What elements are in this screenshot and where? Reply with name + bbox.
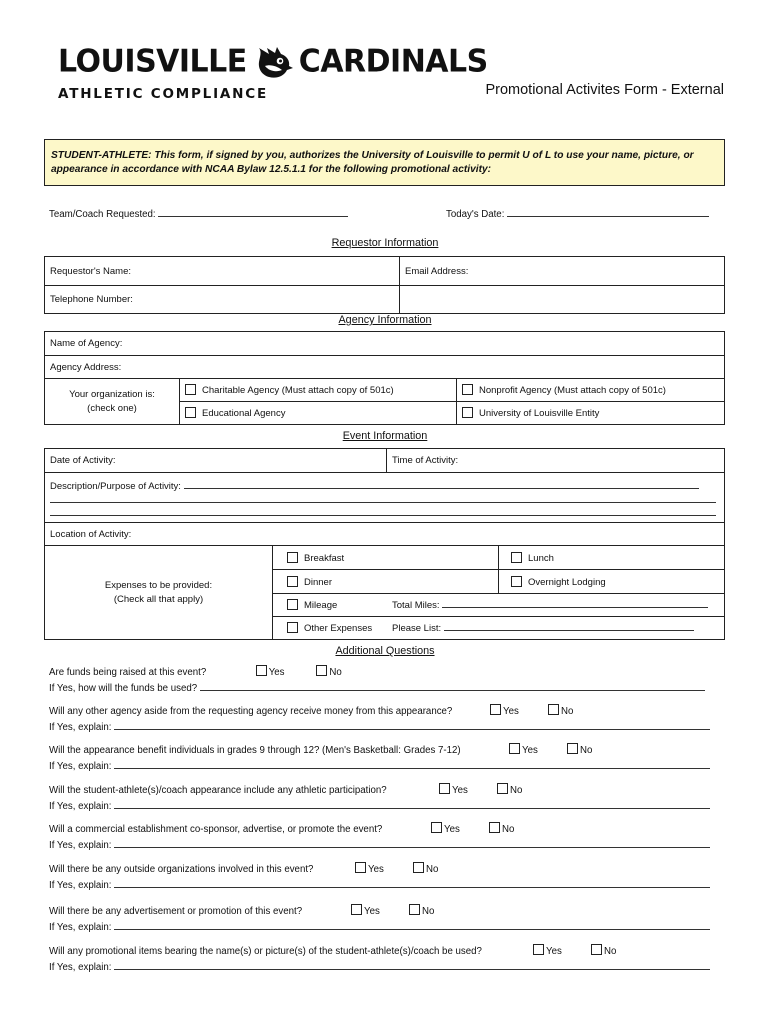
question-funds-raised-text: Are funds being raised at this event? (49, 667, 207, 678)
no-checkbox[interactable] (567, 743, 578, 754)
lunch-label: Lunch (528, 552, 554, 564)
agency-address-label: Agency Address: (50, 361, 122, 373)
yes-label: Yes (268, 667, 285, 678)
other-expenses-label: Other Expenses (304, 623, 373, 634)
email-label: Email Address: (405, 265, 469, 277)
team-coach-field[interactable] (49, 208, 348, 220)
question-row (49, 862, 438, 875)
logo-text-louisville: LOUISVILLE (58, 43, 247, 80)
explain-label: If Yes, explain: (49, 922, 112, 933)
expense-mileage[interactable] (273, 594, 725, 617)
agency-name-field[interactable] (45, 332, 725, 356)
team-coach-label: Team/Coach Requested: (49, 209, 156, 220)
no-checkbox[interactable] (489, 822, 500, 833)
yes-label: Yes (368, 864, 384, 875)
question-row (49, 783, 522, 796)
agency-section-title: Agency Information (338, 314, 432, 326)
explain-line[interactable] (114, 879, 710, 888)
option-uofl-entity[interactable] (457, 402, 725, 425)
option-educational-label: Educational Agency (202, 408, 286, 419)
funds-usage-label: If Yes, how will the funds be used? (49, 683, 198, 694)
event-table (44, 448, 725, 546)
logo-text-cardinals: CARDINALS (298, 43, 488, 80)
no-label: No (502, 824, 515, 835)
total-miles-line[interactable] (442, 599, 708, 608)
question-row (49, 743, 592, 756)
yes-label: Yes (452, 785, 468, 796)
description-line-1[interactable] (184, 480, 699, 489)
no-label: No (510, 785, 523, 796)
explain-label: If Yes, explain: (49, 801, 112, 812)
checkbox-lunch[interactable] (511, 552, 522, 563)
todays-date-label: Today's Date: (446, 209, 505, 220)
yes-option[interactable] (256, 665, 314, 678)
checkbox-nonprofit[interactable] (462, 384, 473, 395)
logo (58, 44, 488, 80)
agency-address-field[interactable] (45, 356, 725, 379)
yes-option[interactable] (431, 822, 489, 835)
telephone-label: Telephone Number: (50, 294, 133, 305)
explain-line[interactable] (114, 800, 710, 809)
explain-label: If Yes, explain: (49, 840, 112, 851)
question-row (49, 944, 616, 957)
description-line-2[interactable] (50, 494, 716, 503)
no-option[interactable] (316, 665, 341, 678)
no-checkbox[interactable] (497, 783, 508, 794)
email-field[interactable] (400, 257, 725, 286)
explain-label: If Yes, explain: (49, 761, 112, 772)
agency-name-label: Name of Agency: (50, 338, 123, 349)
agency-table (44, 331, 725, 425)
yes-option[interactable] (509, 743, 567, 756)
yes-checkbox[interactable] (439, 783, 450, 794)
explain-field[interactable] (49, 839, 710, 851)
explain-label: If Yes, explain: (49, 722, 112, 733)
explain-field[interactable] (49, 921, 710, 933)
yes-option[interactable] (355, 862, 413, 875)
expenses-label-line1: Expenses to be provided: (104, 579, 213, 591)
checkbox-overnight-lodging[interactable] (511, 576, 522, 587)
organization-type-label (45, 379, 180, 425)
no-checkbox[interactable] (413, 862, 424, 873)
checkbox-uofl-entity[interactable] (462, 407, 473, 418)
yes-option[interactable] (439, 783, 497, 796)
no-label: No (561, 706, 574, 717)
mileage-label: Mileage (304, 600, 338, 611)
question-funds-raised (49, 665, 342, 678)
yes-label: Yes (522, 745, 538, 756)
explain-field[interactable] (49, 879, 710, 891)
please-list-label: Please List: (392, 623, 442, 634)
authorization-notice: STUDENT-ATHLETE: This form, if signed by you, authorizes the University of Louisville to permit U of L to use your name, picture, or appearance in accordance with NCAA Bylaw 12.5.1.1 for the following promotional activity: (44, 139, 725, 186)
option-educational[interactable] (180, 402, 457, 425)
yes-option[interactable] (351, 904, 409, 917)
no-checkbox[interactable] (548, 704, 559, 715)
telephone-field[interactable] (45, 286, 400, 314)
explain-label: If Yes, explain: (49, 962, 112, 973)
requestor-blank-cell (400, 286, 725, 314)
no-checkbox[interactable] (316, 665, 327, 676)
explain-line[interactable] (114, 921, 710, 930)
expense-lunch[interactable] (499, 546, 725, 570)
organization-label-line2: (check one) (87, 402, 137, 414)
event-section-title: Event Information (342, 430, 428, 442)
question-row (49, 904, 434, 917)
description-line-3[interactable] (50, 507, 716, 516)
yes-checkbox[interactable] (490, 704, 501, 715)
option-charitable-label: Charitable Agency (Must attach copy of 501c) (202, 385, 394, 396)
no-option[interactable] (567, 743, 592, 756)
yes-label: Yes (444, 824, 460, 835)
yes-checkbox[interactable] (256, 665, 267, 676)
requestor-section-title: Requestor Information (331, 237, 439, 249)
please-list-line[interactable] (444, 622, 694, 631)
no-option[interactable] (489, 822, 514, 835)
question-text: Will a commercial establishment co-sponsor, advertise, or promote the event? (49, 824, 383, 835)
total-miles-label: Total Miles: (392, 600, 440, 611)
description-field[interactable] (45, 473, 725, 523)
yes-checkbox[interactable] (355, 862, 366, 873)
checkbox-breakfast[interactable] (287, 552, 298, 563)
checkbox-charitable[interactable] (185, 384, 196, 395)
yes-option[interactable] (490, 704, 548, 717)
expense-overnight[interactable] (499, 570, 725, 594)
explain-line[interactable] (114, 839, 710, 848)
todays-date-field[interactable] (446, 208, 709, 220)
no-label: No (329, 667, 342, 678)
question-text: Will there be any advertisement or promotion of this event? (49, 906, 303, 917)
dinner-label: Dinner (304, 576, 332, 588)
option-nonprofit[interactable] (457, 379, 725, 402)
yes-checkbox[interactable] (533, 944, 544, 955)
explain-line[interactable] (114, 760, 710, 769)
yes-checkbox[interactable] (509, 743, 520, 754)
question-text: Will any promotional items bearing the name(s) or picture(s) of the student-athlete(s)/coach be used? (49, 946, 482, 957)
checkbox-mileage[interactable] (287, 599, 298, 610)
todays-date-line[interactable] (507, 208, 709, 217)
location-field[interactable] (45, 523, 725, 546)
requestor-table (44, 256, 725, 314)
funds-usage-field[interactable] (49, 682, 705, 694)
explain-field[interactable] (49, 721, 710, 733)
cardinal-bird-icon (253, 44, 293, 80)
requestor-name-label: Requestor's Name: (50, 265, 132, 277)
yes-checkbox[interactable] (431, 822, 442, 833)
no-label: No (422, 906, 435, 917)
question-text: Will there be any outside organizations involved in this event? (49, 864, 314, 875)
no-label: No (426, 864, 439, 875)
no-checkbox[interactable] (409, 904, 420, 915)
expense-dinner[interactable] (273, 570, 499, 594)
date-of-activity-field[interactable] (45, 449, 387, 473)
expenses-label (45, 546, 273, 640)
expenses-label-line2: (Check all that apply) (113, 593, 204, 605)
explain-label: If Yes, explain: (49, 880, 112, 891)
question-text: Will the student-athlete(s)/coach appearance include any athletic participation? (49, 785, 387, 796)
explain-line[interactable] (114, 721, 710, 730)
option-charitable[interactable] (180, 379, 457, 402)
explain-field[interactable] (49, 800, 710, 812)
organization-label-line1: Your organization is: (69, 388, 155, 400)
option-nonprofit-label: Nonprofit Agency (Must attach copy of 501c) (479, 385, 666, 396)
additional-section-title: Additional Questions (335, 645, 435, 657)
breakfast-label: Breakfast (304, 552, 345, 564)
no-option[interactable] (413, 862, 438, 875)
explain-field[interactable] (49, 760, 710, 772)
expense-other[interactable] (273, 617, 725, 640)
form-title: Promotional Activites Form - External (485, 82, 724, 98)
date-of-activity-label: Date of Activity: (50, 455, 116, 466)
team-coach-line[interactable] (158, 208, 348, 217)
explain-field[interactable] (49, 961, 710, 973)
yes-label: Yes (503, 706, 519, 717)
description-label: Description/Purpose of Activity: (50, 481, 181, 492)
option-uofl-entity-label: University of Louisville Entity (479, 408, 600, 419)
no-checkbox[interactable] (591, 944, 602, 955)
explain-line[interactable] (114, 961, 710, 970)
expense-breakfast[interactable] (273, 546, 499, 570)
funds-usage-line[interactable] (200, 682, 705, 691)
question-text: Will any other agency aside from the requesting agency receive money from this appearance? (49, 706, 453, 717)
yes-option[interactable] (533, 944, 591, 957)
no-option[interactable] (497, 783, 522, 796)
checkbox-educational[interactable] (185, 407, 196, 418)
question-text: Will the appearance benefit individuals in grades 9 through 12? (Men's Basketball: Grades 7-12) (49, 745, 461, 756)
question-row (49, 704, 573, 717)
checkbox-dinner[interactable] (287, 576, 298, 587)
location-label: Location of Activity: (50, 528, 132, 540)
expenses-table (44, 545, 725, 640)
no-label: No (580, 745, 593, 756)
no-option[interactable] (548, 704, 573, 717)
yes-label: Yes (546, 946, 562, 957)
question-row (49, 822, 514, 835)
yes-label: Yes (364, 906, 380, 917)
overnight-label: Overnight Lodging (528, 576, 606, 588)
no-option[interactable] (591, 944, 616, 957)
no-label: No (604, 946, 617, 957)
checkbox-other-expenses[interactable] (287, 622, 298, 633)
requestor-name-field[interactable] (45, 257, 400, 286)
time-of-activity-field[interactable] (387, 449, 725, 473)
no-option[interactable] (409, 904, 434, 917)
logo-subtitle: ATHLETIC COMPLIANCE (58, 86, 268, 102)
yes-checkbox[interactable] (351, 904, 362, 915)
time-of-activity-label: Time of Activity: (392, 455, 459, 466)
